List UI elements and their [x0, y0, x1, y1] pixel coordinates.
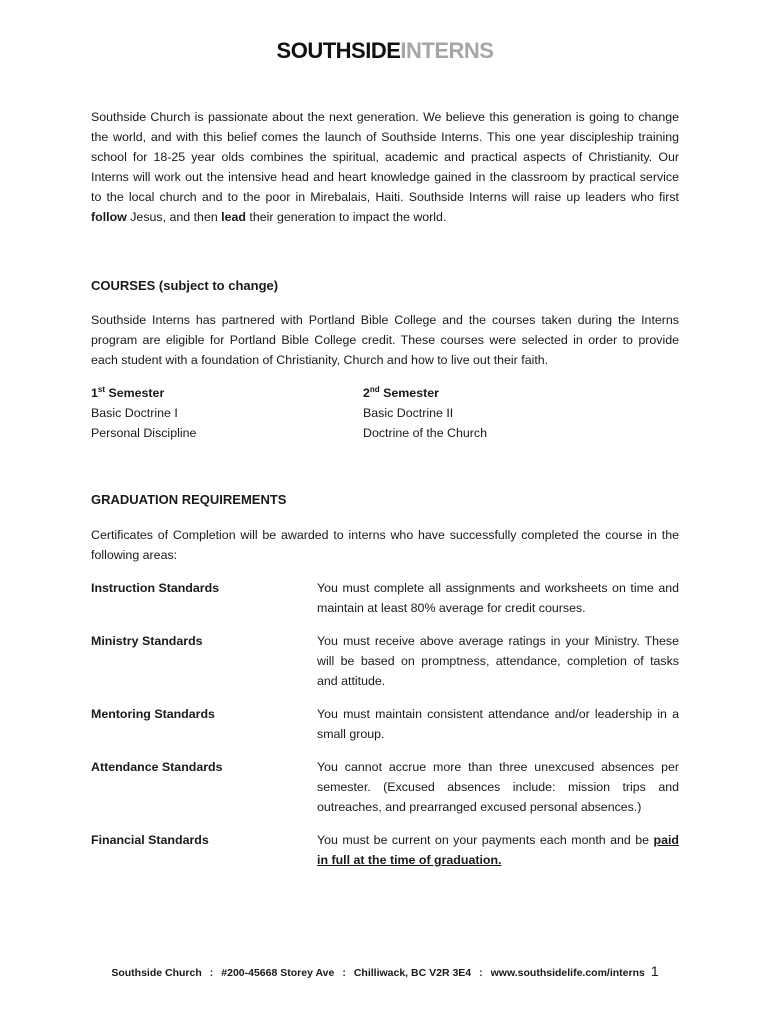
semester-2-heading: 2nd Semester: [363, 384, 439, 400]
courses-description: Southside Interns has partnered with Portland Bible College and the courses taken during the Interns program are eligible for Portland Bible College credit. These courses were selected in order to provide each student with a foundation of Christianity, Church and how to live out their faith.: [91, 313, 679, 367]
title-southside: SOUTHSIDE: [276, 38, 401, 63]
title-interns: INTERNS: [400, 38, 494, 63]
course-item: Basic Doctrine I: [91, 406, 178, 420]
paid-in-full-emphasis: paid in full at the time of graduation.: [317, 833, 679, 867]
requirement-label-attendance: Attendance Standards: [91, 760, 223, 774]
footer-website: www.southsidelife.com/interns: [490, 967, 645, 979]
graduation-heading: GRADUATION REQUIREMENTS: [91, 492, 287, 507]
requirement-text-mentoring: You must maintain consistent attendance and/or leadership in a small group.: [317, 707, 679, 741]
semester-1-heading: 1st Semester: [91, 384, 165, 400]
course-item: Doctrine of the Church: [363, 426, 487, 440]
semester-1-column: [91, 383, 196, 443]
page-footer: Southside Church : #200-45668 Storey Ave : Chilliwack, BC V2R 3E4 : www.southsidelife.com/interns 1: [111, 963, 659, 979]
course-item: Personal Discipline: [91, 426, 197, 440]
requirement-label-financial: Financial Standards: [91, 833, 209, 847]
requirement-label-ministry: Ministry Standards: [91, 634, 203, 648]
requirement-label-instruction: Instruction Standards: [91, 581, 220, 595]
requirement-text-instruction: You must complete all assignments and worksheets on time and maintain at least 80% average for credit courses.: [317, 581, 679, 615]
requirement-text-ministry: You must receive above average ratings in your Ministry. These will be based on promptness, attendance, completion of tasks and attitude.: [317, 634, 679, 688]
footer-org: Southside Church: [111, 967, 202, 979]
lead-emphasis: lead: [221, 210, 246, 224]
intro-paragraph: Southside Church is passionate about the next generation. We believe this generation is going to change the world, and with this belief comes the launch of Southside Interns. This one year discipleship training school for 18-25 year olds combines the spiritual, academic and practical aspects of Christianity. Our Interns will work out the intensive head and heart knowledge gained in the classroom by practical service to the local church and to the poor in Mirebalais, Haiti. Southside Interns will raise up leaders who first follow Jesus, and then lead their generation to impact the world.: [91, 110, 679, 224]
courses-heading: COURSES (subject to change): [91, 278, 279, 293]
requirement-text-attendance: You cannot accrue more than three unexcused absences per semester. (Excused absences include: mission trips and outreaches, and prearranged excused personal absences.): [317, 760, 679, 814]
requirement-label-mentoring: Mentoring Standards: [91, 707, 215, 721]
footer-address: #200-45668 Storey Ave: [221, 967, 335, 979]
footer-city: Chilliwack, BC V2R 3E4: [353, 967, 472, 979]
course-item: Basic Doctrine II: [363, 406, 454, 420]
graduation-description: Certificates of Completion will be awarded to interns who have successfully completed the course in the following areas:: [91, 528, 679, 562]
page-number: 1: [650, 963, 659, 979]
page-title: [0, 38, 770, 64]
follow-emphasis: follow: [91, 210, 127, 224]
semester-2-column: [363, 383, 487, 443]
requirement-text-financial: You must be current on your payments each month and be paid in full at the time of graduation.: [317, 833, 679, 867]
